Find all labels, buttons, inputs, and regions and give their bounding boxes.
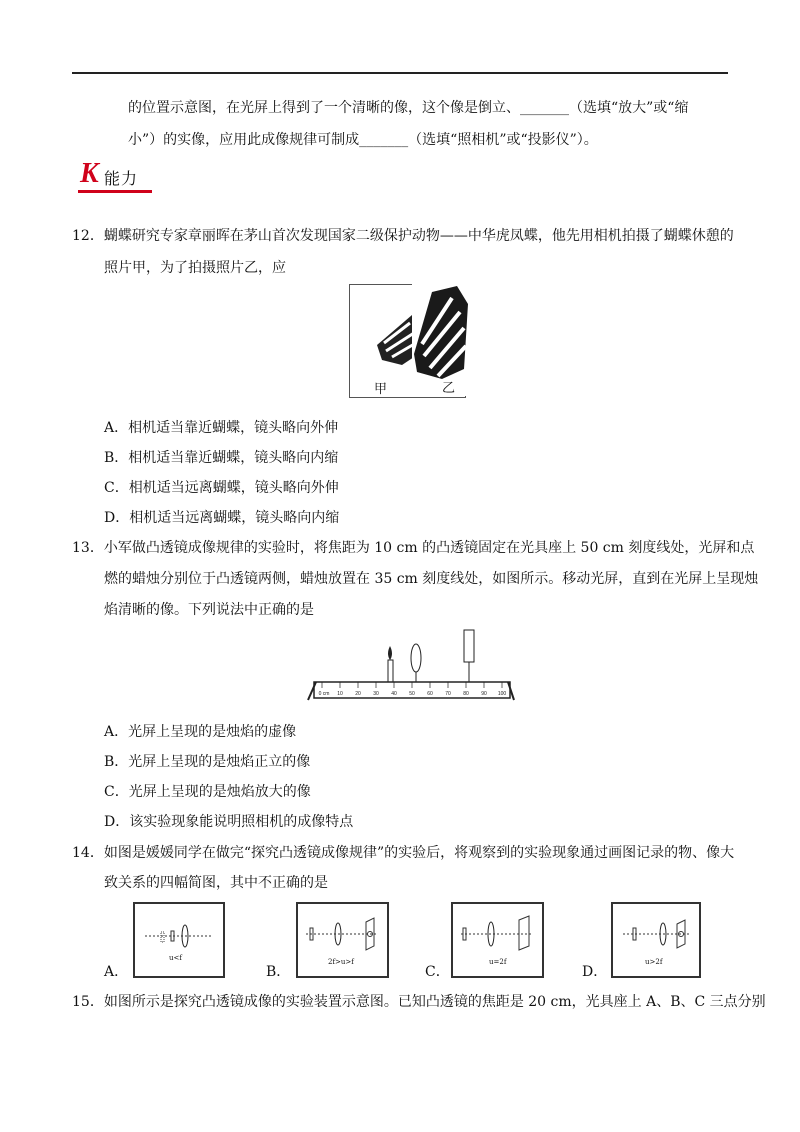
caption-b: 2f>u>f [328, 958, 354, 966]
q14-option-c-letter[interactable]: C． [425, 964, 450, 980]
butterfly-large-icon [412, 284, 470, 396]
ruler-label-70: 70 [445, 691, 451, 697]
q14-stem-line-2: 致关系的四幅简图，其中不正确的是 [104, 875, 328, 891]
ruler-label-30: 30 [373, 691, 379, 697]
q12-stem-line-2: 照片甲，为了拍摄照片乙，应 [104, 260, 286, 276]
ruler-label-40: 40 [391, 691, 397, 697]
ruler-label-10: 10 [337, 691, 343, 697]
ruler-label-100: 100 [497, 691, 507, 697]
caption-c: u=2f [489, 958, 507, 966]
q13-option-a[interactable]: A．光屏上呈现的是烛焰的虚像 [104, 724, 297, 740]
q12-stem-line-1: 12．蝴蝶研究专家章丽晖在茅山首次发现国家二级保护动物——中华虎凤蝶，他先用相机拍摄了蝴蝶休憩的 [72, 228, 734, 244]
ruler-label-80: 80 [463, 691, 469, 697]
q14-figure-c[interactable] [451, 902, 544, 978]
lens-diagram-a [135, 904, 223, 976]
ruler-label-60: 60 [427, 691, 433, 697]
section-heading [78, 160, 158, 190]
photo-label-jia: 甲 [374, 382, 388, 397]
caption-a: u<f [169, 954, 182, 962]
q13-option-d[interactable]: D．该实验现象能说明照相机的成像特点 [104, 814, 354, 830]
section-underline [78, 190, 152, 193]
optical-bench-diagram [306, 626, 516, 704]
photo-label-yi: 乙 [442, 381, 456, 396]
continued-question-line-1: 的位置示意图，在光屏上得到了一个清晰的像，这个像是倒立、_______（选填“放大”或“缩 [128, 100, 689, 116]
q13-stem-line-1: 13．小军做凸透镜成像规律的实验时，将焦距为 10 cm 的凸透镜固定在光具座上 50 cm 刻度线处，光屏和点 [72, 540, 755, 556]
q14-figure-d[interactable] [611, 902, 701, 978]
continued-question-line-2: 小”）的实像，应用此成像规律可制成_______（选填“照相机”或“投影仪”）。 [128, 132, 598, 148]
ruler-label-50: 50 [409, 691, 415, 697]
q12-option-a[interactable]: A．相机适当靠近蝴蝶，镜头略向外伸 [104, 420, 339, 436]
header-rule [72, 72, 728, 74]
candle-icon [388, 646, 393, 682]
q14-option-d-letter[interactable]: D． [582, 964, 608, 980]
screen-icon [464, 630, 474, 682]
section-label: 能力 [104, 169, 139, 188]
q13-option-c[interactable]: C．光屏上呈现的是烛焰放大的像 [104, 784, 311, 800]
q13-option-b[interactable]: B．光屏上呈现的是烛焰正立的像 [104, 754, 311, 770]
lens-icon [411, 644, 421, 682]
q13-stem-line-2: 燃的蜡烛分别位于凸透镜两侧，蜡烛放置在 35 cm 刻度线处，如图所示。移动光屏，直到在光屏上呈现烛 [104, 571, 759, 587]
q14-option-b-letter[interactable]: B． [266, 964, 291, 980]
q12-option-c[interactable]: C．相机适当远离蝴蝶，镜头略向外伸 [104, 480, 339, 496]
ruler-label-90: 90 [481, 691, 487, 697]
ruler-label-0: 0 cm [318, 691, 330, 697]
section-letter: K [80, 158, 99, 189]
caption-d: u>2f [645, 958, 663, 966]
butterfly-photo-yi [412, 284, 464, 396]
q14-option-a-letter[interactable]: A． [104, 964, 129, 980]
q15-stem-line-1: 15．如图所示是探究凸透镜成像的实验装置示意图。已知凸透镜的焦距是 20 cm，光具座上 A、B、C 三点分别 [72, 994, 766, 1010]
q14-figure-b[interactable] [296, 902, 389, 978]
ruler-label-20: 20 [355, 691, 361, 697]
optical-bench-figure [306, 626, 516, 704]
q14-stem-line-1: 14．如图是媛媛同学在做完“探究凸透镜成像规律”的实验后，将观察到的实验现象通过画图记录的物、像大 [72, 845, 735, 861]
q14-figure-a[interactable] [133, 902, 225, 978]
q13-stem-line-3: 焰清晰的像。下列说法中正确的是 [104, 602, 314, 618]
q12-option-b[interactable]: B．相机适当靠近蝴蝶，镜头略向内缩 [104, 450, 339, 466]
q12-option-d[interactable]: D．相机适当远离蝴蝶，镜头略向内缩 [104, 510, 340, 526]
